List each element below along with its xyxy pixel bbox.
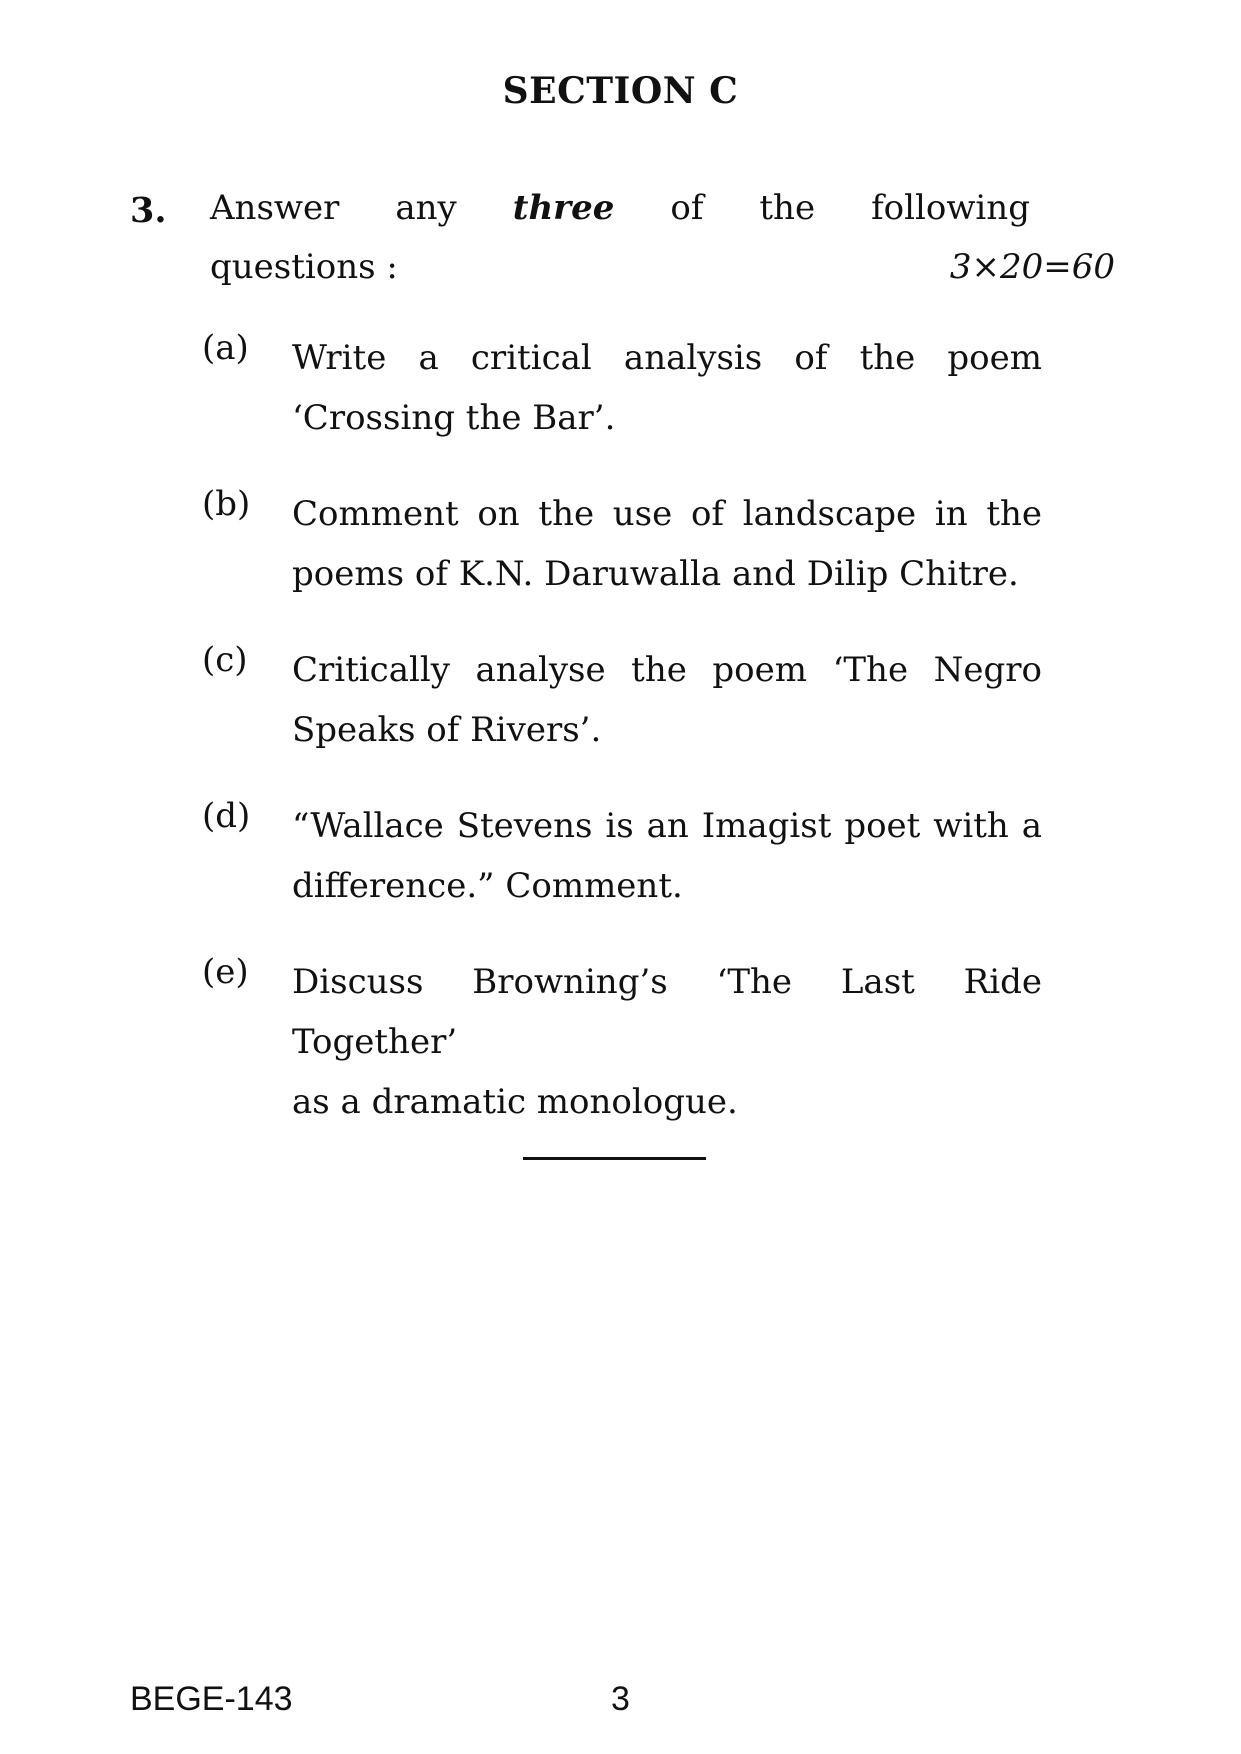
instruction-emphasis: three	[512, 188, 615, 228]
sub-question-label: (c)	[202, 640, 248, 680]
section-title: SECTION C	[502, 70, 739, 112]
sub-question-text	[292, 640, 1042, 760]
sub-question-label: (b)	[202, 484, 251, 524]
question-instruction	[210, 188, 1030, 228]
question-instruction-line2	[210, 247, 1115, 287]
instruction-word: following	[871, 188, 1030, 228]
sub-question-label: (e)	[202, 952, 249, 992]
sub-question-label: (d)	[202, 796, 251, 836]
sub-question-line: poems of K.N. Daruwalla and Dilip Chitre.	[292, 554, 1019, 594]
question-number: 3.	[130, 190, 167, 231]
sub-question-line: “Wallace Stevens is an Imagist poet with a	[292, 806, 1042, 846]
sub-question-label: (a)	[202, 328, 249, 368]
sub-question-line: Comment on the use of landscape in the	[292, 494, 1042, 534]
sub-question-line: Discuss Browning’s ‘The Last Ride Together’	[292, 962, 1042, 1062]
instruction-word: Answer	[210, 188, 340, 228]
page-number: 3	[611, 1680, 630, 1718]
sub-question-line: Write a critical analysis of the poem	[292, 338, 1042, 378]
marks-allocation: 3×20=60	[949, 247, 1115, 287]
sub-question-text	[292, 796, 1042, 916]
course-code: BEGE-143	[130, 1680, 293, 1718]
instruction-continuation: questions :	[210, 247, 398, 287]
sub-question-text	[292, 484, 1042, 604]
end-rule-divider	[523, 1157, 706, 1160]
sub-question-line: ‘Crossing the Bar’.	[292, 398, 616, 438]
sub-question-line: Speaks of Rivers’.	[292, 710, 602, 750]
instruction-word: of	[670, 188, 704, 228]
sub-question-line: Critically analyse the poem ‘The Negro	[292, 650, 1042, 690]
instruction-word: the	[759, 188, 816, 228]
sub-question-text	[292, 328, 1042, 448]
sub-question-line: as a dramatic monologue.	[292, 1082, 738, 1122]
instruction-word: any	[395, 188, 457, 228]
sub-question-text	[292, 952, 1042, 1132]
sub-question-line: difference.” Comment.	[292, 866, 683, 906]
